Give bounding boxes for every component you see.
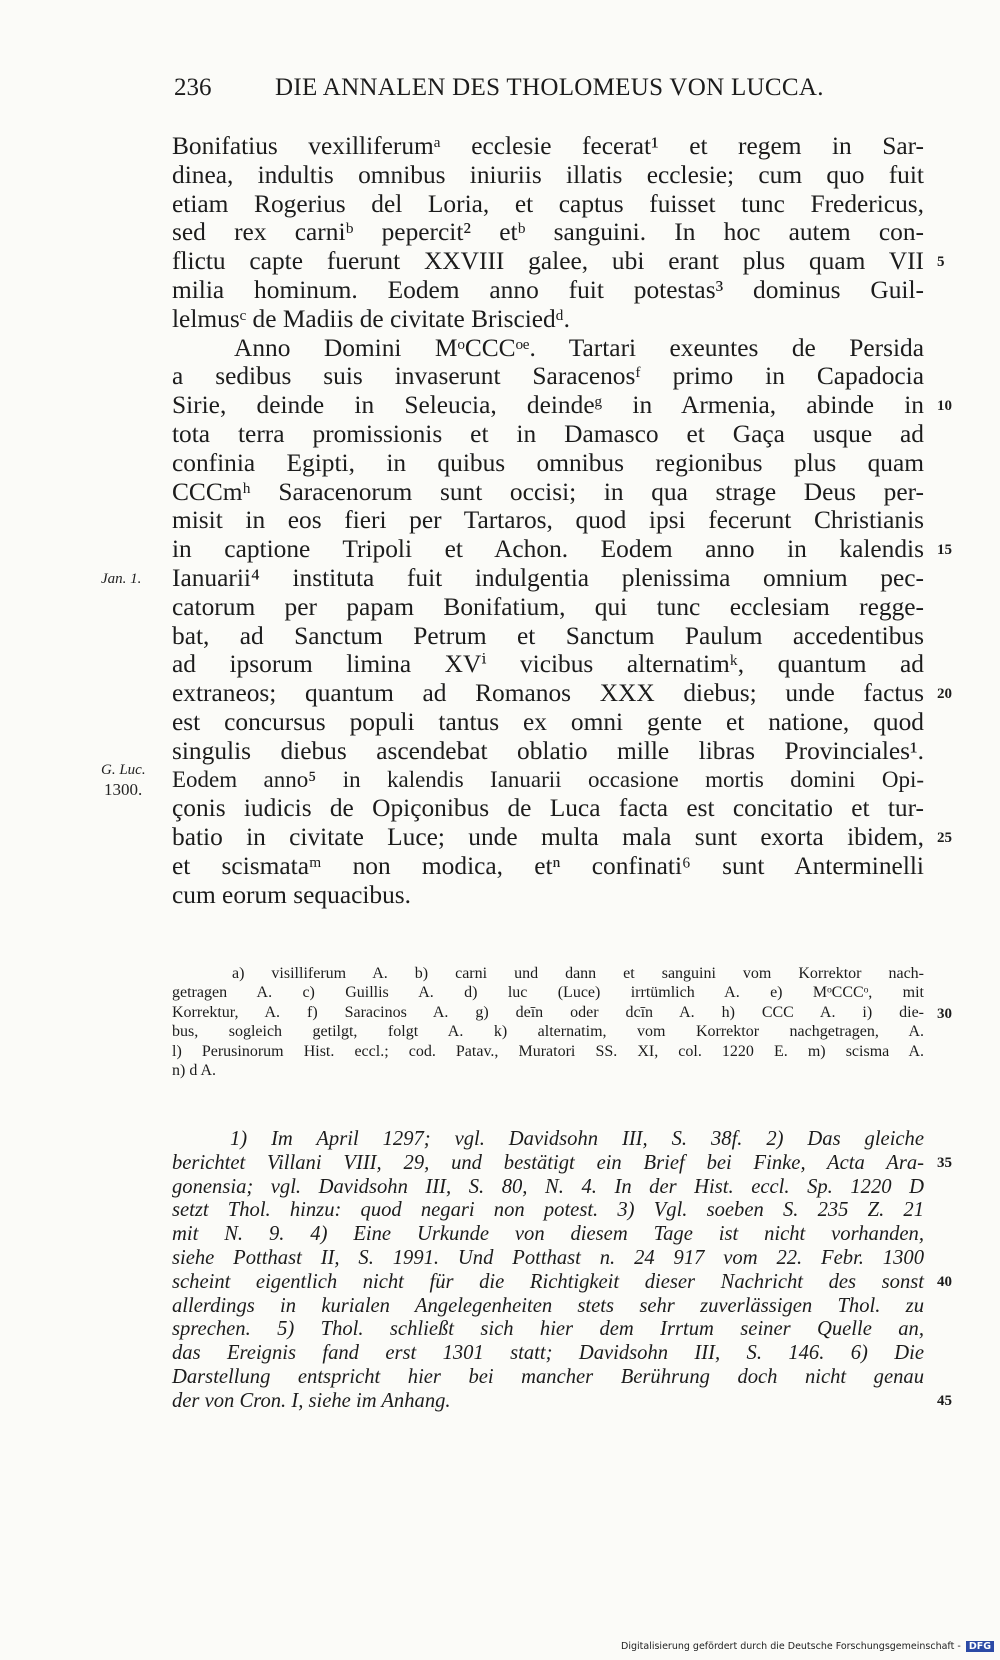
footnote-line: gonensia; vgl. Davidsohn III, S. 80, N. 4. In der Hist. eccl. Sp. 1220 D <box>172 1175 924 1198</box>
line-number: 30 <box>937 1006 952 1022</box>
text-line: dinea, indultis omnibus iniuriis illatis ecclesie; cum quo fuit <box>172 160 924 189</box>
text-line: flictu capte fuerunt XXVIII galee, ubi erant plus quam VII <box>172 247 924 276</box>
running-title: DIE ANNALEN DES THOLOMEUS VON LUCCA. <box>275 74 824 101</box>
page-header <box>172 74 932 106</box>
text-line: in captione Tripoli et Achon. Eodem anno in kalendis <box>172 535 924 564</box>
apparatus-line: Korrektur, A. f) Saracinos A. g) deīn oder dcīn A. h) CCC A. i) die- <box>172 1003 924 1021</box>
critical-apparatus <box>172 964 924 1080</box>
footnote-line: berichtet Villani VIII, 29, und bestätigt ein Brief bei Finke, Acta Ara- <box>172 1151 924 1174</box>
footnote-line: scheint eigentlich nicht für die Richtigkeit dieser Nachricht des sonst <box>172 1270 924 1293</box>
footnote-line: 1) Im April 1297; vgl. Davidsohn III, S. 38f. 2) Das gleiche <box>230 1128 924 1150</box>
text-line: Sirie, deinde in Seleucia, deindeᵍ in Armenia, abinde in <box>172 391 924 420</box>
text-line: etiam Rogerius del Loria, et captus fuisset tunc Fredericus, <box>172 189 924 218</box>
text-line: Bonifatius vexilliferumᵃ ecclesie fecerat¹ et regem in Sar- <box>172 132 924 160</box>
text-line: batio in civitate Luce; unde multa mala sunt exorta ibidem, <box>172 823 924 852</box>
text-line: singulis diebus ascendebat oblatio mille libras Provinciales¹. <box>172 736 924 765</box>
text-line: Ianuarii⁴ instituta fuit indulgentia plenissima omnium pec- <box>172 563 924 592</box>
line-number: 10 <box>937 398 952 414</box>
line-number: 25 <box>937 830 952 846</box>
text-line: tota terra promissionis et in Damasco et Gaça usque ad <box>172 419 924 448</box>
line-number: 45 <box>937 1393 952 1409</box>
text-line: milia hominum. Eodem anno fuit potestas³ dominus Guil- <box>172 275 924 304</box>
apparatus-line: l) Perusinorum Hist. eccl.; cod. Patav., Muratori SS. XI, col. 1220 E. m) scisma A. <box>172 1042 924 1060</box>
apparatus-line: bus, sogleich getilgt, folgt A. k) alternatim, vom Korrektor nachgetragen, A. <box>172 1023 924 1041</box>
margin-note-year: 1300. <box>104 780 143 799</box>
text-line: CCCmʰ Saracenorum sunt occisi; in qua strage Deus per- <box>172 477 924 506</box>
line-number: 35 <box>937 1155 952 1171</box>
text-line: est concursus populi tantus ex omni gente et natione, quod <box>172 707 924 736</box>
margin-note-source: G. Luc. <box>101 762 146 778</box>
footnote-line: Darstellung entspricht hier bei mancher Berührung doch nicht genau <box>172 1365 924 1388</box>
footnote-line: der von Cron. I, siehe im Anhang. <box>172 1389 451 1412</box>
main-text <box>172 132 924 910</box>
margin-note-date: Jan. 1. <box>101 571 142 587</box>
apparatus-line: getragen A. c) Guillis A. d) luc (Luce) irrtümlich A. e) MᵒCCCᵒ, mit <box>172 984 924 1002</box>
digitization-credit <box>621 1641 994 1652</box>
page-number: 236 <box>174 74 212 101</box>
footnote-line: allerdings in kurialen Angelegenheiten stets sehr zuverlässigen Thol. zu <box>172 1294 924 1317</box>
text-line: Anno Domini MᵒCCCᵒᵉ. Tartari exeuntes de Persida <box>234 333 924 362</box>
line-number: 15 <box>937 542 952 558</box>
text-line: ad ipsorum limina XVⁱ vicibus alternatimᵏ, quantum ad <box>172 650 924 679</box>
line-number: 40 <box>937 1274 952 1290</box>
text-line: lelmusᶜ de Madiis de civitate Brisciedᵈ. <box>172 304 570 333</box>
apparatus-line: a) visilliferum A. b) carni und dann et sanguini vom Korrektor nach- <box>232 965 924 982</box>
line-number: 20 <box>937 686 952 702</box>
text-line: Eodem anno⁵ in kalendis Ianuarii occasione mortis domini Opi- <box>172 766 924 792</box>
text-line: extraneos; quantum ad Romanos XXX diebus; unde factus <box>172 679 924 708</box>
text-line: sed rex carniᵇ pepercit² etᵇ sanguini. In hoc autem con- <box>172 218 924 247</box>
footnote-line: setzt Thol. hinzu: quod negari non potest. 3) Vgl. soeben S. 235 Z. 21 <box>172 1199 924 1222</box>
text-line: çonis iudicis de Opiçonibus de Luca facta est concitatio et tur- <box>172 794 924 823</box>
footnote-line: das Ereignis fand erst 1301 statt; Davidsohn III, S. 146. 6) Die <box>172 1342 924 1365</box>
text-line: a sedibus suis invaserunt Saracenosᶠ primo in Capadocia <box>172 362 924 391</box>
footnotes <box>172 1128 924 1414</box>
footnote-line: siehe Potthast II, S. 1991. Und Potthast n. 24 917 vom 22. Febr. 1300 <box>172 1246 924 1269</box>
text-line: misit in eos fieri per Tartaros, quod ipsi fecerunt Christianis <box>172 506 924 535</box>
footnote-line: sprechen. 5) Thol. schließt sich hier dem Irrtum seiner Quelle an, <box>172 1318 924 1341</box>
dfg-logo: DFG <box>966 1641 994 1652</box>
line-number: 5 <box>937 254 945 270</box>
text-line: confinia Egipti, in quibus omnibus regionibus plus quam <box>172 448 924 477</box>
apparatus-line: n) d A. <box>172 1061 216 1079</box>
text-line: catorum per papam Bonifatium, qui tunc ecclesiam regge- <box>172 592 924 621</box>
text-line: bat, ad Sanctum Petrum et Sanctum Paulum accedentibus <box>172 621 924 650</box>
text-line: et scismataᵐ non modica, etⁿ confinati⁶ sunt Anterminelli <box>172 851 924 880</box>
credit-text: Digitalisierung gefördert durch die Deutsche Forschungsgemeinschaft - <box>621 1641 961 1652</box>
text-line: cum eorum sequacibus. <box>172 880 412 909</box>
footnote-line: mit N. 9. 4) Eine Urkunde von diesem Tage ist nicht vorhanden, <box>172 1223 924 1246</box>
